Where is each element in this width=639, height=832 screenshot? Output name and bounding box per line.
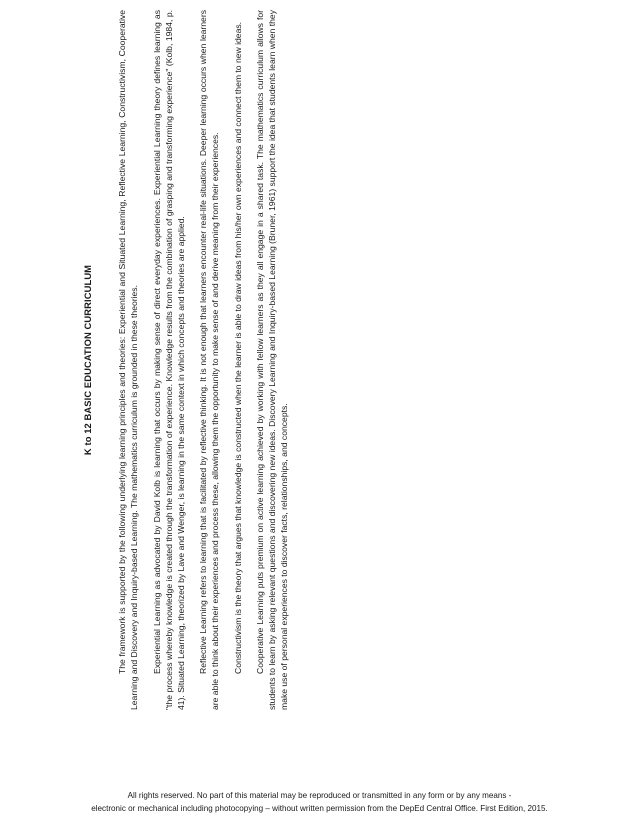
rotated-content <box>82 10 382 710</box>
footer-line-2: electronic or mechanical including photocopying – without written permission from the DepEd Central Office. First Edition, 2015. <box>91 803 548 813</box>
copyright-footer <box>0 790 639 815</box>
paragraph-reflective-learning: Reflective Learning refers to learning that is facilitated by reflective thinking. It is not enough that learners encounter real-life situations. Deeper learning occurs when learners are able to think about their experiences and process these, allowing them the opportunity to make sense of and derive meaning from their experiences. <box>198 10 221 710</box>
paragraph-experiential-learning: Experiential Learning as advocated by David Kolb is learning that occurs by making sense of direct everyday experiences. Experiential Learning theory defines learning as "the process whereby knowledge is created through the transformation of experience. Knowledge results from the combination of grasping and transforming experience" (Kolb, 1984, p. 41). Situated Learning, theorized by Lave and Wenger, is learning in the same context in which concepts and theories are applied. <box>151 10 187 710</box>
paragraph-framework: The framework is supported by the following underlying learning principles and theories: Experiential and Situated Learning, Reflective Learning, Constructivism, Cooperative Learning and Discovery and Inquiry-based Learning. The mathematics curriculum is grounded in these theories. <box>117 10 140 710</box>
paragraph-cooperative-learning: Cooperative Learning puts premium on active learning achieved by working with fellow learners as they all engage in a shared task. The mathematics curriculum allows for students to learn by asking relevant questions and discovering new ideas. Discovery Learning and Inquiry-based Learning (Bruner, 1961) support the idea that students learn when they make use of personal experiences to discover facts, relationships, and concepts. <box>254 10 290 710</box>
document-title: K to 12 BASIC EDUCATION CURRICULUM <box>82 264 93 456</box>
paragraph-constructivism: Constructivism is the theory that argues that knowledge is constructed when the learner is able to draw ideas from his/her own experiences and connect them to new ideas. <box>232 21 243 674</box>
footer-line-1: All rights reserved. No part of this material may be reproduced or transmitted in any form or by any means - <box>127 791 512 800</box>
